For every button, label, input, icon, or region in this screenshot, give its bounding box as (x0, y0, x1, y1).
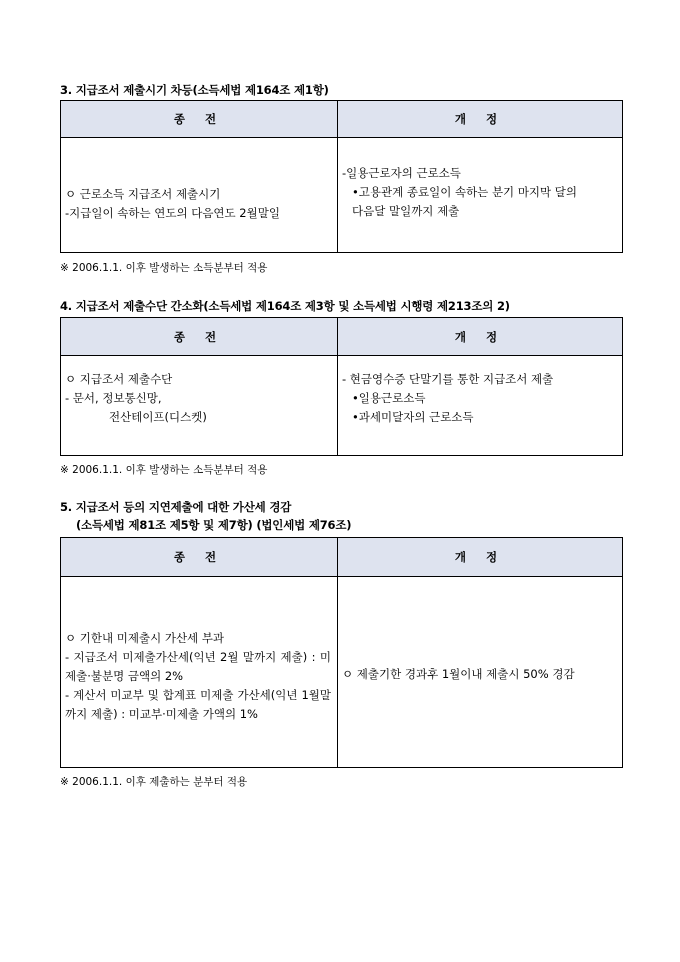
after-line: - 현금영수증 단말기를 통한 지급조서 제출 (342, 372, 554, 386)
header-before: 종 전 (61, 318, 338, 356)
after-line: 다음달 말일까지 제출 (352, 203, 460, 218)
before-line: ㅇ 기한내 미제출시 가산세 부과 (65, 630, 225, 645)
section-4-title: 4. 지급조서 제출수단 간소화(소득세법 제164조 제3항 및 소득세법 시행령 제213조의 2) (60, 299, 510, 313)
before-cell (61, 138, 338, 253)
section-4-note: ※ 2006.1.1. 이후 발생하는 소득분부터 적용 (60, 464, 268, 476)
after-line: •일용근로소득 (352, 391, 426, 405)
section-5-note: ※ 2006.1.1. 이후 제출하는 분부터 적용 (60, 776, 248, 788)
header-after: 개 정 (338, 101, 623, 138)
after-line: •과세미달자의 근로소득 (352, 410, 474, 424)
before-line: - 지급조서 미제출가산세(익년 2월 말까지 제출) : 미제출·불분명 금액의 2% (65, 649, 331, 683)
section-5-title: 5. 지급조서 등의 지연제출에 대한 가산세 경감 (60, 500, 292, 514)
after-line: •고용관계 종료일이 속하는 분기 마지막 달의 (352, 184, 578, 199)
after-cell (338, 138, 623, 253)
section-5-subtitle: (소득세법 제81조 제5항 및 제7항) (법인세법 제76조) (76, 518, 352, 532)
before-line: - 계산서 미교부 및 합계표 미제출 가산세(익년 1월말까지 제출) : 미교부·미제출 가액의 1% (65, 687, 331, 721)
after-line: ㅇ 제출기한 경과후 1월이내 제출시 50% 경감 (342, 666, 575, 681)
header-before: 종 전 (61, 101, 338, 138)
after-line: -일용근로자의 근로소득 (342, 165, 461, 180)
section-3-note: ※ 2006.1.1. 이후 발생하는 소득분부터 적용 (60, 262, 268, 274)
section-3-table (60, 100, 623, 253)
header-before: 종 전 (61, 538, 338, 577)
before-line: - 문서, 정보통신망, (65, 391, 162, 405)
after-cell (338, 577, 623, 768)
before-cell (61, 356, 338, 456)
section-3-title: 3. 지급조서 제출시기 차등(소득세법 제164조 제1항) (60, 83, 329, 97)
section-4-table (60, 317, 623, 456)
header-after: 개 정 (338, 538, 623, 577)
header-after: 개 정 (338, 318, 623, 356)
before-line: -지급일이 속하는 연도의 다음연도 2월말일 (65, 206, 280, 220)
before-cell (61, 577, 338, 768)
before-line: ㅇ 근로소득 지급조서 제출시기 (65, 187, 221, 201)
before-line: 전산테이프(디스켓) (109, 410, 207, 424)
section-5-table (60, 537, 623, 768)
before-line: ㅇ 지급조서 제출수단 (65, 372, 173, 386)
after-cell (338, 356, 623, 456)
